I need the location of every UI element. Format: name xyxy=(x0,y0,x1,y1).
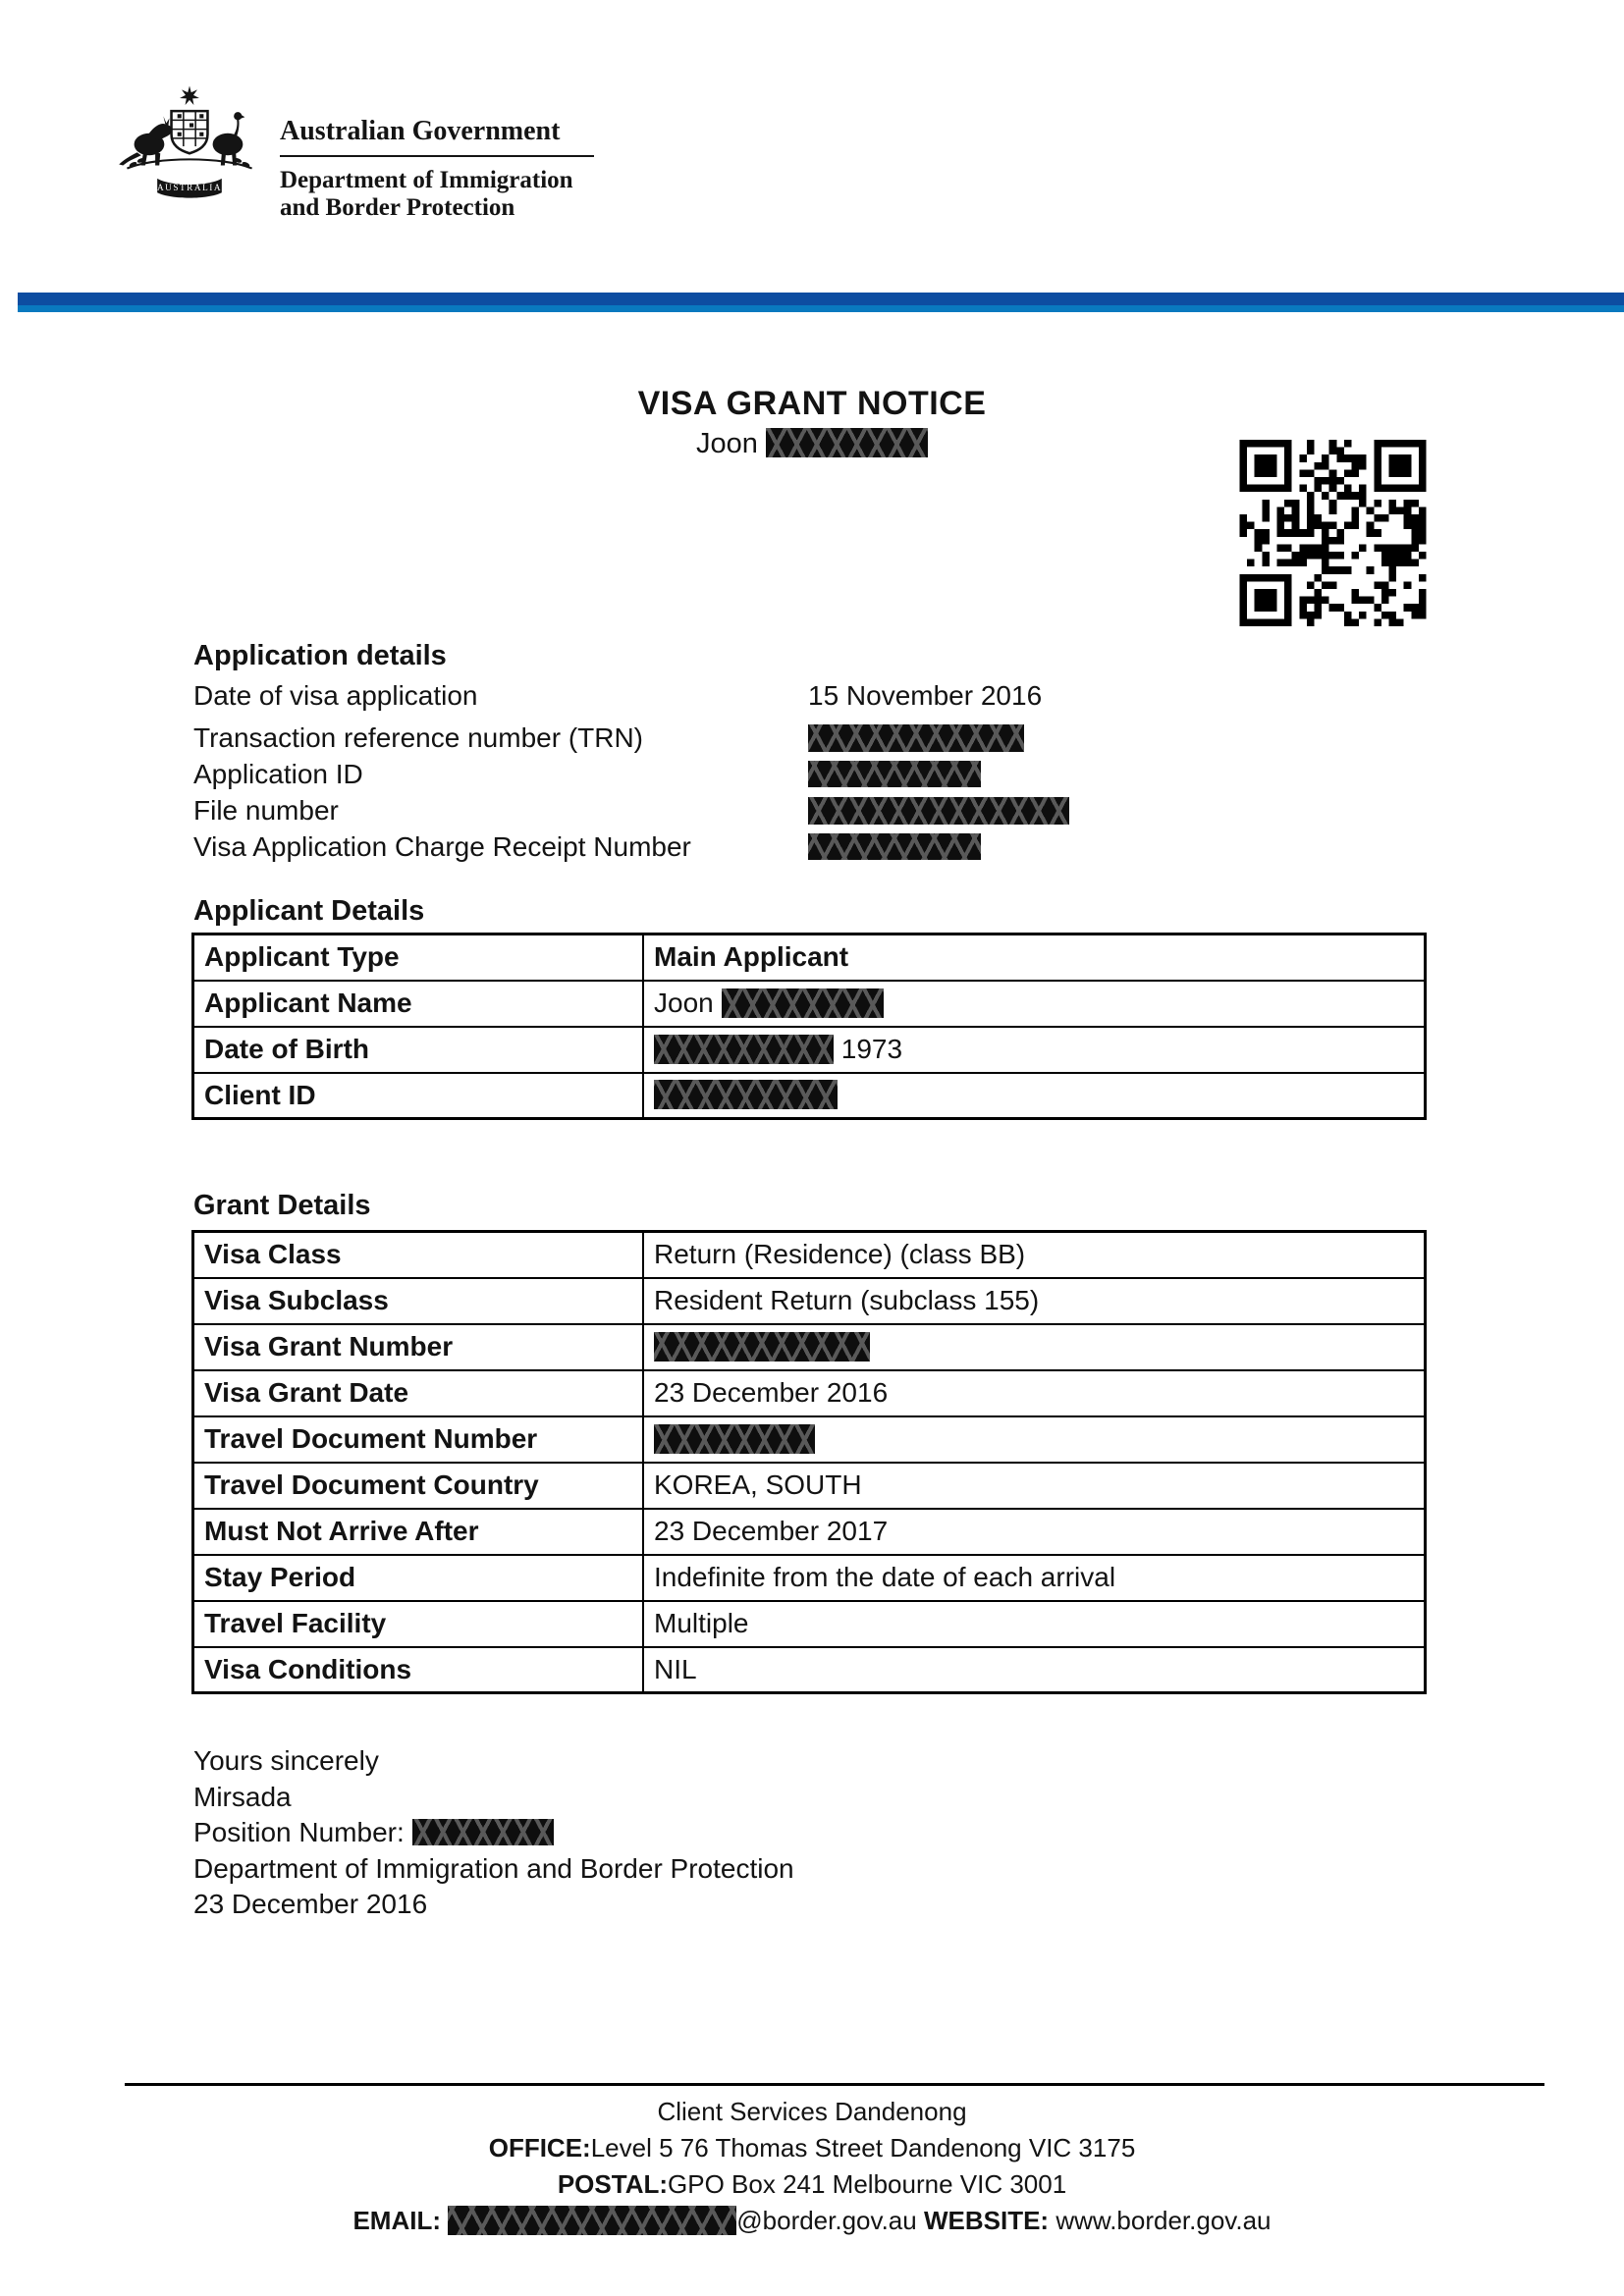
row-label: Travel Facility xyxy=(193,1601,644,1647)
kv-label: Application ID xyxy=(193,759,363,789)
signature-position-line xyxy=(193,1815,794,1851)
table-row xyxy=(193,1509,1426,1555)
row-value xyxy=(643,1073,1426,1119)
header-divider-bar xyxy=(18,293,1624,312)
redacted-birth-date xyxy=(654,1035,834,1064)
table-row xyxy=(193,1463,1426,1509)
redacted-vac-receipt xyxy=(808,833,981,860)
table-row xyxy=(193,1073,1426,1119)
grant-details-table xyxy=(191,1230,1427,1694)
row-label: Must Not Arrive After xyxy=(193,1509,644,1555)
redacted-travel-document-number xyxy=(654,1424,815,1454)
table-row xyxy=(193,1324,1426,1370)
kv-row-application-id xyxy=(193,756,1431,792)
table-row xyxy=(193,1416,1426,1463)
row-label: Date of Birth xyxy=(193,1027,644,1073)
department-line2: and Border Protection xyxy=(280,194,515,221)
footer-postal-line xyxy=(0,2166,1624,2203)
redacted-file-number xyxy=(808,797,1069,825)
signature-date: 23 December 2016 xyxy=(193,1889,428,1920)
row-value: Indefinite from the date of each arrival xyxy=(643,1555,1426,1601)
row-value: Multiple xyxy=(643,1601,1426,1647)
applicant-first-name: Joon xyxy=(696,428,758,459)
kv-label: Date of visa application xyxy=(193,680,478,711)
kv-row-trn xyxy=(193,720,1431,756)
signature-closing: Yours sincerely xyxy=(193,1745,379,1776)
table-row xyxy=(193,1027,1426,1073)
redacted-application-id xyxy=(808,761,981,787)
svg-text:AUSTRALIA: AUSTRALIA xyxy=(156,183,223,193)
table-row xyxy=(193,934,1426,981)
row-value: 23 December 2016 xyxy=(643,1370,1426,1416)
postal-label: POSTAL: xyxy=(557,2169,669,2199)
row-value: Main Applicant xyxy=(643,934,1426,981)
row-value: KOREA, SOUTH xyxy=(643,1463,1426,1509)
table-row xyxy=(193,981,1426,1027)
applicant-details-table xyxy=(191,933,1427,1120)
row-value xyxy=(643,1324,1426,1370)
redacted-surname xyxy=(722,988,884,1018)
redacted-trn xyxy=(808,724,1024,752)
applicant-first-name: Joon xyxy=(654,988,714,1018)
divider-bar-dark xyxy=(18,293,1624,305)
row-label: Applicant Type xyxy=(193,934,644,981)
row-label: Visa Grant Date xyxy=(193,1370,644,1416)
footer-office-line xyxy=(0,2130,1624,2166)
table-row xyxy=(193,1232,1426,1278)
kv-label: Transaction reference number (TRN) xyxy=(193,722,644,753)
application-details-heading: Application details xyxy=(193,640,447,671)
postal-address: GPO Box 241 Melbourne VIC 3001 xyxy=(668,2169,1067,2199)
footer-email-line xyxy=(0,2203,1624,2239)
table-row xyxy=(193,1370,1426,1416)
row-value xyxy=(643,1416,1426,1463)
footer-divider-line xyxy=(125,2083,1544,2086)
row-value xyxy=(643,981,1426,1027)
row-value: NIL xyxy=(643,1647,1426,1693)
row-label: Visa Grant Number xyxy=(193,1324,644,1370)
signature-block xyxy=(193,1743,794,1923)
kv-row-date-of-application xyxy=(193,677,1431,714)
redacted-email-local-part xyxy=(448,2206,736,2235)
coat-of-arms-icon xyxy=(111,82,268,206)
table-row xyxy=(193,1647,1426,1693)
email-domain: @border.gov.au xyxy=(736,2206,917,2235)
website-url: www.border.gov.au xyxy=(1056,2206,1272,2235)
kv-value xyxy=(808,720,1024,756)
position-number-label: Position Number: xyxy=(193,1817,405,1848)
kv-value xyxy=(808,756,981,792)
signature-name: Mirsada xyxy=(193,1781,292,1812)
divider-bar-light xyxy=(18,305,1624,312)
row-label: Visa Class xyxy=(193,1232,644,1278)
row-label: Client ID xyxy=(193,1073,644,1119)
qr-code xyxy=(1239,440,1427,626)
row-label: Travel Document Country xyxy=(193,1463,644,1509)
grant-details-heading: Grant Details xyxy=(193,1190,371,1221)
birth-year: 1973 xyxy=(840,1034,903,1064)
table-row xyxy=(193,1601,1426,1647)
row-label: Applicant Name xyxy=(193,981,644,1027)
row-label: Travel Document Number xyxy=(193,1416,644,1463)
redacted-client-id xyxy=(654,1080,838,1109)
kv-value xyxy=(808,828,981,865)
kv-value xyxy=(808,792,1069,828)
kv-value: 15 November 2016 xyxy=(808,680,1043,711)
footer-contact-block xyxy=(0,2094,1624,2239)
notice-title: VISA GRANT NOTICE xyxy=(637,385,987,422)
applicant-details-heading: Applicant Details xyxy=(193,895,425,927)
office-address: Level 5 76 Thomas Street Dandenong VIC 3175 xyxy=(590,2133,1136,2163)
kv-row-vac-receipt xyxy=(193,828,1431,865)
email-label: EMAIL: xyxy=(352,2206,442,2235)
agency-name: Australian Government xyxy=(280,116,594,157)
row-label: Visa Conditions xyxy=(193,1647,644,1693)
redacted-surname xyxy=(766,428,928,457)
signature-department: Department of Immigration and Border Protection xyxy=(193,1852,794,1884)
kv-label: Visa Application Charge Receipt Number xyxy=(193,831,691,862)
department-name xyxy=(280,167,573,222)
office-label: OFFICE: xyxy=(488,2133,591,2163)
row-label: Visa Subclass xyxy=(193,1278,644,1324)
website-label: WEBSITE: xyxy=(923,2206,1050,2235)
department-line1: Department of Immigration xyxy=(280,167,573,193)
row-value xyxy=(643,1027,1426,1073)
table-row xyxy=(193,1555,1426,1601)
table-row xyxy=(193,1278,1426,1324)
row-value: Return (Residence) (class BB) xyxy=(643,1232,1426,1278)
kv-row-file-number xyxy=(193,792,1431,828)
footer-office-name: Client Services Dandenong xyxy=(657,2097,967,2126)
kv-label: File number xyxy=(193,795,339,826)
row-value: 23 December 2017 xyxy=(643,1509,1426,1555)
row-value: Resident Return (subclass 155) xyxy=(643,1278,1426,1324)
row-label: Stay Period xyxy=(193,1555,644,1601)
redacted-position-number xyxy=(412,1819,554,1845)
redacted-visa-grant-number xyxy=(654,1332,870,1362)
